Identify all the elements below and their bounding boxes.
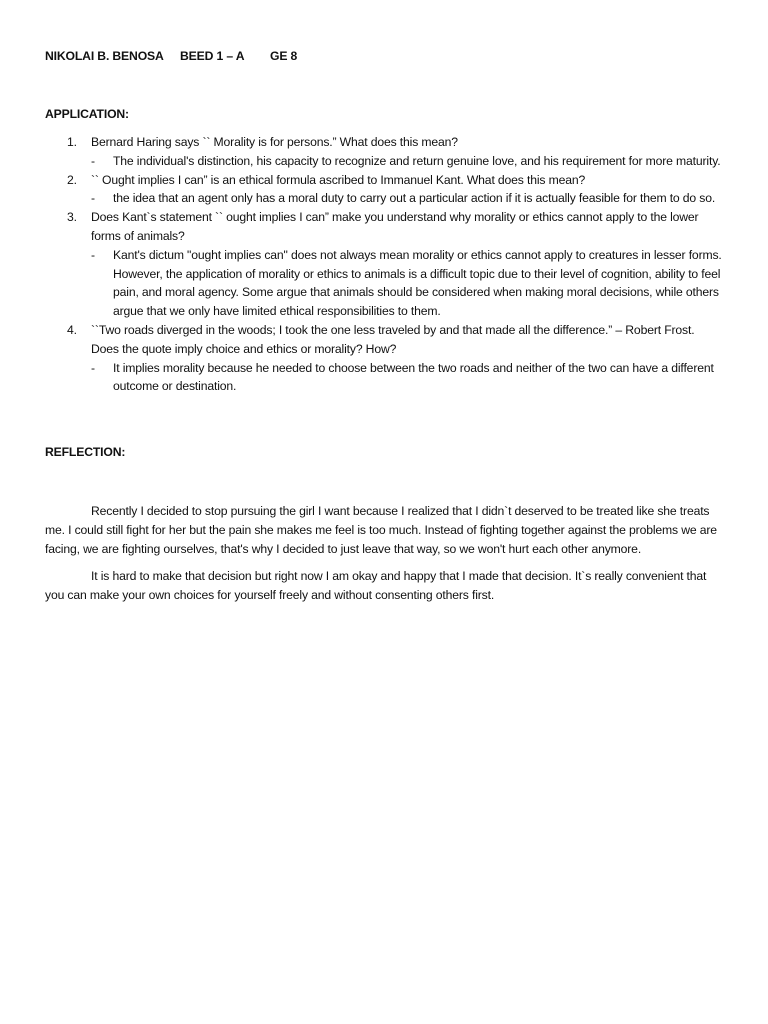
item-number: 2.: [67, 172, 77, 187]
question-text: Does Kant`s statement `` ought implies I can” make you understand why morality or ethics cannot apply to the lower forms of animals?: [91, 210, 699, 243]
student-section: BEED 1 – A: [180, 49, 245, 63]
list-item: [45, 133, 725, 171]
list-item: [45, 208, 725, 321]
answer-text: Kant's dictum "ought implies can" does not always mean morality or ethics cannot apply to creatures in lesser forms. However, the application of morality or ethics to animals is a difficult topic due to their level of cognition, ability to feel pain, and moral agency. Some argue that animals should be considered when making moral decisions, while others argue that we only have limited ethical responsibilities to them.: [113, 247, 722, 319]
answer: [91, 152, 725, 171]
item-number: 1.: [67, 135, 77, 149]
item-number: 4.: [67, 322, 77, 337]
answer: [91, 359, 725, 397]
list-item: [45, 321, 725, 396]
course-code: GE 8: [270, 49, 298, 63]
question-text: Bernard Haring says `` Morality is for persons.” What does this mean?: [91, 135, 458, 149]
application-list: [45, 133, 725, 396]
answer-dash: -: [91, 360, 95, 375]
reflection-paragraph: It is hard to make that decision but right now I am okay and happy that I made that decision. It`s really convenient that you can make your own choices for yourself freely and without consenting others first.: [45, 569, 707, 603]
list-item: [45, 171, 725, 209]
student-name: NIKOLAI B. BENOSA: [45, 49, 164, 63]
question-text: `` Ought implies I can” is an ethical formula ascribed to Immanuel Kant. What does this mean?: [91, 172, 586, 187]
application-heading: APPLICATION:: [45, 107, 129, 121]
answer-text: The individual's distinction, his capacity to recognize and return genuine love, and his requirement for more maturity.: [113, 153, 721, 168]
reflection-body: [45, 502, 723, 614]
reflection-paragraph: Recently I decided to stop pursuing the girl I want because I realized that I didn`t deserved to be treated like she treats me. I could still fight for her but the pain she makes me feel is too much. Instead of fighting together against the problems we are facing, we are fighting ourselves, that's why I decided to just leave that way, so we won't hurt each other anymore.: [45, 504, 717, 556]
answer-dash: -: [91, 247, 95, 262]
answer: [91, 189, 725, 208]
reflection-heading: REFLECTION:: [45, 445, 126, 459]
document-header: [45, 47, 297, 66]
answer-dash: -: [91, 191, 95, 206]
question-text: ``Two roads diverged in the woods; I took the one less traveled by and that made all the difference.” – Robert Frost. Does the quote imply choice and ethics or morality? How?: [91, 322, 695, 356]
answer: [91, 246, 725, 321]
answer-dash: -: [91, 153, 95, 168]
answer-text: the idea that an agent only has a moral duty to carry out a particular action if it is actually feasible for them to do so.: [113, 191, 716, 206]
answer-text: It implies morality because he needed to choose between the two roads and neither of the two can have a different outcome or destination.: [113, 360, 714, 394]
item-number: 3.: [67, 210, 77, 225]
